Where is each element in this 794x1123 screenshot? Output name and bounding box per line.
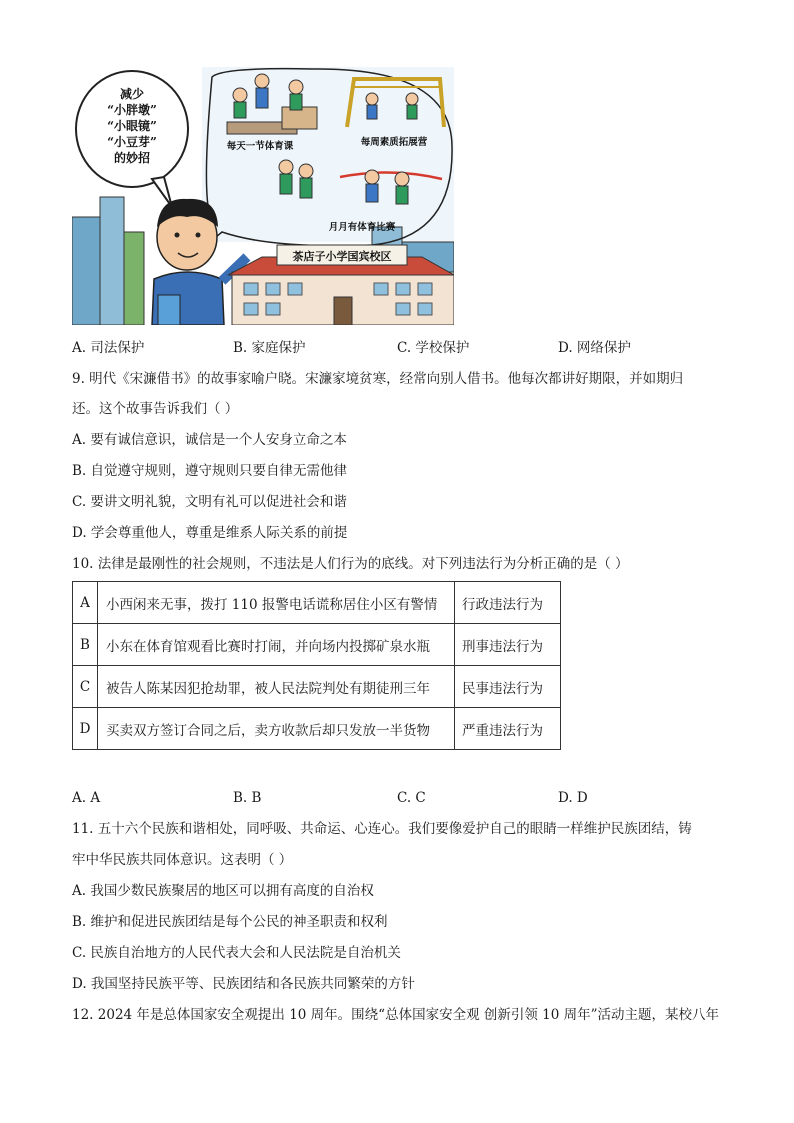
bubble-line-2: “小胖墩” xyxy=(107,103,157,117)
campus-sports-illustration xyxy=(72,67,454,325)
row-violation-type: 行政违法行为 xyxy=(455,582,561,624)
q9-option-a: A. 要有诚信意识，诚信是一个人安身立命之本 xyxy=(72,432,347,448)
row-violation-type: 民事违法行为 xyxy=(455,666,561,708)
q10-option-a: A. A xyxy=(72,790,101,806)
row-description: 小西闲来无事，拨打 110 报警电话谎称居住小区有警情 xyxy=(98,582,455,624)
bubble-line-1: 减少 xyxy=(119,87,145,101)
row-violation-type: 刑事违法行为 xyxy=(455,624,561,666)
row-description: 被告人陈某因犯抢劫罪，被人民法院判处有期徒刑三年 xyxy=(98,666,455,708)
q9-option-d: D. 学会尊重他人，尊重是维系人际关系的前提 xyxy=(72,525,348,541)
q8-option-c: C. 学校保护 xyxy=(397,340,470,356)
q10-law-table xyxy=(72,581,561,750)
q12-stem-line-1: 12. 2024 年是总体国家安全观提出 10 周年。围绕“总体国家安全观 创新引领 10 周年”活动主题，某校八年 xyxy=(72,1007,720,1023)
bubble-line-5: 的妙招 xyxy=(113,151,151,165)
row-description: 买卖双方签订合同之后，卖方收款后却只发放一半货物 xyxy=(98,708,455,750)
school-building xyxy=(228,245,454,325)
q11-option-a: A. 我国少数民族聚居的地区可以拥有高度的自治权 xyxy=(72,883,374,899)
table-row xyxy=(73,666,561,708)
q11-stem-line-2: 牢中华民族共同体意识。这表明（ ） xyxy=(72,852,293,868)
table-row xyxy=(73,708,561,750)
bubble-line-4: “小豆芽” xyxy=(107,135,157,149)
q11-stem-line-1: 11. 五十六个民族和谐相处，同呼吸、共命运、心连心。我们要像爱护自己的眼睛一样维护民族团结，铸 xyxy=(72,821,692,837)
table-row xyxy=(73,582,561,624)
q8-option-a: A. 司法保护 xyxy=(72,340,145,356)
caption-daily-pe: 每天一节体育课 xyxy=(226,141,294,152)
school-sign-text: 茶店子小学国宾校区 xyxy=(292,250,392,263)
q10-option-d: D. D xyxy=(558,790,588,806)
q10-option-b: B. B xyxy=(233,790,262,806)
bubble-line-3: “小眼镜” xyxy=(107,119,157,133)
row-letter: D xyxy=(73,708,98,750)
q11-option-d: D. 我国坚持民族平等、民族团结和各民族共同繁荣的方针 xyxy=(72,976,415,992)
row-letter: A xyxy=(73,582,98,624)
q8-option-d: D. 网络保护 xyxy=(558,340,631,356)
q9-stem-line-2: 还。这个故事告诉我们（ ） xyxy=(72,401,239,417)
row-letter: B xyxy=(73,624,98,666)
q11-option-b: B. 维护和促进民族团结是每个公民的神圣职责和权利 xyxy=(72,914,388,930)
row-violation-type: 严重违法行为 xyxy=(455,708,561,750)
q9-option-b: B. 自觉遵守规则，遵守规则只要自律无需他律 xyxy=(72,463,348,479)
q11-option-c: C. 民族自治地方的人民代表大会和人民法院是自治机关 xyxy=(72,945,401,961)
q9-stem-line-1: 9. 明代《宋濂借书》的故事家喻户晓。宋濂家境贫寒，经常向别人借书。他每次都讲好期限，并如期归 xyxy=(72,371,684,387)
q10-option-c: C. C xyxy=(397,790,426,806)
q8-option-b: B. 家庭保护 xyxy=(233,340,306,356)
table-row xyxy=(73,624,561,666)
q9-option-c: C. 要讲文明礼貌，文明有礼可以促进社会和谐 xyxy=(72,494,347,510)
row-letter: C xyxy=(73,666,98,708)
caption-monthly-games: 月月有体育比赛 xyxy=(328,222,396,233)
row-description: 小东在体育馆观看比赛时打闹，并向场内投掷矿泉水瓶 xyxy=(98,624,455,666)
q10-stem: 10. 法律是最刚性的社会规则，不违法是人们行为的底线。对下列违法行为分析正确的是（ ） xyxy=(72,556,629,572)
caption-weekly-camp: 每周素质拓展营 xyxy=(360,137,428,148)
